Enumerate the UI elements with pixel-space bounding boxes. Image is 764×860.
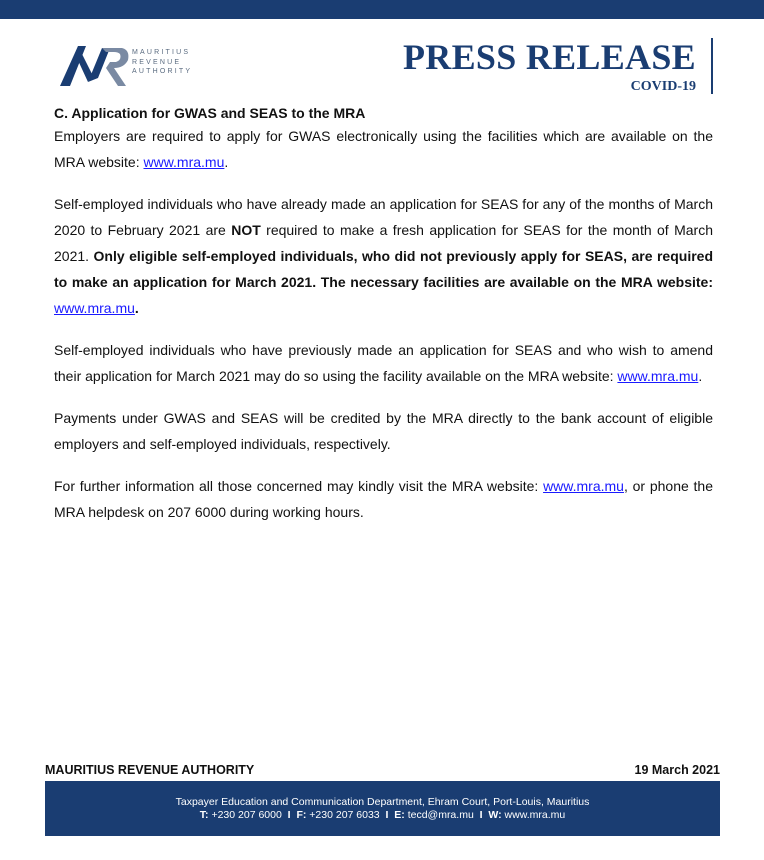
- phone-value: +230 207 6000: [211, 809, 282, 821]
- mra-website-link[interactable]: www.mra.mu: [143, 154, 225, 170]
- paragraph-seas: [54, 191, 713, 321]
- web-value: www.mra.mu: [504, 809, 566, 821]
- web-label: W:: [488, 809, 502, 821]
- press-release-body: [54, 104, 713, 525]
- p2-end: .: [134, 300, 139, 316]
- paragraph-amend: [54, 337, 713, 389]
- paragraph-gwas: [54, 123, 713, 175]
- logo-line-2: REVENUE: [132, 58, 182, 66]
- phone-label: T:: [199, 809, 209, 821]
- top-banner: [0, 0, 764, 19]
- p1-end: .: [224, 154, 229, 170]
- fax-value: +230 207 6033: [309, 809, 380, 821]
- paragraph-payments: Payments under GWAS and SEAS will be credited by the MRA directly to the bank account of eligible employers and self-employed individuals, respectively.: [54, 410, 713, 452]
- logo-line-3: AUTHORITY: [132, 68, 193, 75]
- p3-end: .: [698, 368, 703, 384]
- footer-date: 19 March 2021: [634, 763, 720, 777]
- separator: I: [385, 809, 389, 821]
- p5-text-a: For further information all those concerned may kindly visit the MRA website:: [54, 478, 544, 494]
- mra-website-link[interactable]: www.mra.mu: [54, 300, 135, 316]
- p2-text-a: Self-employed individuals who have already made an application for SEAS for any of the months of March 2020 to February 2021 are: [54, 196, 713, 238]
- fax-label: F:: [296, 809, 307, 821]
- press-release-subtitle: COVID-19: [630, 79, 696, 94]
- p2-bold: Only eligible self-employed individuals, who did not previously apply for SEAS, are required to make an application for March 2021. The necessary facilities are available on the MRA website:: [54, 248, 713, 290]
- p2-text-b: required to make a fresh application for SEAS for the month of March 2021.: [54, 222, 713, 264]
- footer-contact-box: [45, 781, 720, 836]
- header-divider: [711, 38, 713, 94]
- mra-logo-icon: [58, 40, 132, 92]
- mra-logo: [58, 40, 208, 92]
- footer-address: Taxpayer Education and Communication Department, Ehram Court, Port-Louis, Mauritius: [175, 796, 590, 808]
- mra-website-link[interactable]: www.mra.mu: [543, 478, 624, 494]
- separator: I: [287, 809, 291, 821]
- email-label: E:: [394, 809, 405, 821]
- paragraph-further-info: [54, 473, 713, 525]
- mra-website-link[interactable]: www.mra.mu: [617, 368, 699, 384]
- p1-text: Employers are required to apply for GWAS electronically using the facilities which are available on the MRA website:: [54, 128, 713, 170]
- p5-text-b: , or phone the MRA helpdesk on 207 6000 during working hours.: [54, 478, 713, 520]
- footer-organisation: MAURITIUS REVENUE AUTHORITY: [45, 763, 255, 777]
- footer-contacts: [45, 809, 720, 821]
- press-release-title: PRESS RELEASE: [402, 37, 696, 77]
- section-heading: C. Application for GWAS and SEAS to the MRA: [54, 105, 366, 121]
- logo-line-1: MAURITIUS: [132, 49, 191, 56]
- email-value: tecd@mra.mu: [407, 809, 474, 821]
- p3-text: Self-employed individuals who have previously made an application for SEAS and who wish to amend their application for March 2021 may do so using the facility available on the MRA website:: [54, 342, 713, 384]
- p2-not: NOT: [231, 222, 261, 238]
- separator: I: [479, 809, 483, 821]
